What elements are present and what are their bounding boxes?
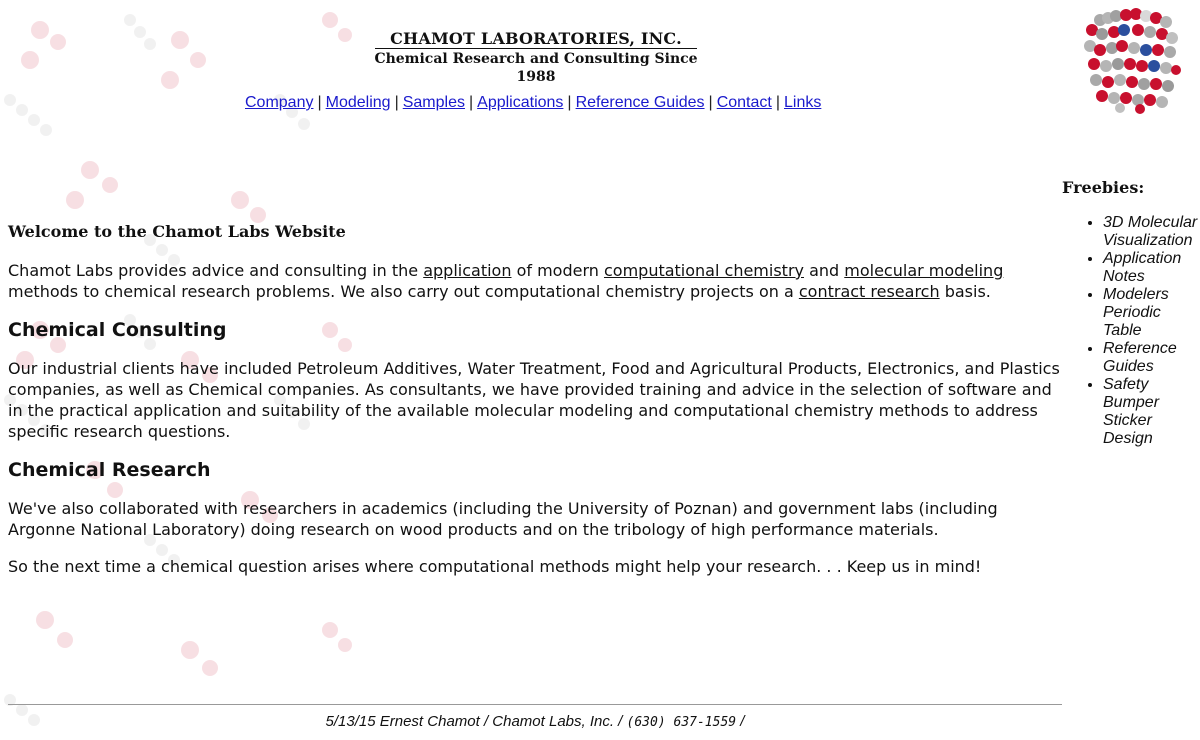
link-contract-research[interactable]: contract research xyxy=(798,282,940,301)
nav-link-modeling[interactable]: Modeling xyxy=(325,94,391,111)
nav-separator: | xyxy=(317,94,322,111)
chemical-research-heading: Chemical Research xyxy=(8,459,211,481)
freebie-label[interactable]: Modelers Periodic Table xyxy=(1103,286,1169,339)
chemical-consulting-heading: Chemical Consulting xyxy=(8,319,227,341)
nav-link-applications[interactable]: Applications xyxy=(477,94,564,111)
welcome-heading: Welcome to the Chamot Labs Website xyxy=(8,222,346,241)
freebie-label[interactable]: Safety Bumper Sticker Design xyxy=(1103,376,1160,447)
site-subtitle: Chemical Research and Consulting Since 1988 xyxy=(374,51,698,85)
freebie-item-periodic-table[interactable] xyxy=(1103,286,1200,340)
nav-separator: | xyxy=(394,94,399,111)
intro-text: basis. xyxy=(939,282,991,301)
nav-separator: | xyxy=(775,94,780,111)
main-navigation xyxy=(245,93,821,113)
freebie-label[interactable]: Reference Guides xyxy=(1103,340,1177,375)
page-footer xyxy=(8,712,1062,733)
nav-link-company[interactable]: Company xyxy=(245,94,314,111)
freebie-item-reference-guides[interactable] xyxy=(1103,340,1200,376)
nav-link-samples[interactable]: Samples xyxy=(402,94,465,111)
research-paragraph: We've also collaborated with researchers in academics (including the University of Poznan) and government labs (including Argonne National Laboratory) doing research on wood products and on the tribology of high performance materials. xyxy=(8,499,998,539)
freebie-item-application-notes[interactable] xyxy=(1103,250,1200,286)
nav-separator: | xyxy=(468,94,474,111)
nav-link-links[interactable]: Links xyxy=(784,94,822,111)
freebies-heading: Freebies: xyxy=(1062,178,1145,197)
footer-phone: (630) 637-1559 xyxy=(626,715,737,730)
intro-paragraph xyxy=(8,260,1060,302)
freebies-sidebar xyxy=(1062,178,1200,448)
freebie-item-bumper-sticker[interactable] xyxy=(1103,376,1200,448)
freebie-label[interactable]: Application Notes xyxy=(1103,250,1182,285)
intro-text: and xyxy=(803,261,845,280)
freebie-label[interactable]: 3D Molecular Visualization xyxy=(1103,214,1198,249)
nav-separator: | xyxy=(708,94,713,111)
main-content xyxy=(8,222,1060,593)
link-molecular-modeling[interactable]: molecular modeling xyxy=(844,261,1004,280)
intro-text: of modern xyxy=(511,261,604,280)
link-application[interactable]: application xyxy=(423,261,512,280)
nav-link-reference-guides[interactable]: Reference Guides xyxy=(575,94,705,111)
nav-link-contact[interactable]: Contact xyxy=(716,94,772,111)
footer-text: 5/13/15 Ernest Chamot / Chamot Labs, Inc. / xyxy=(325,713,623,730)
site-title: CHAMOT LABORATORIES, INC. xyxy=(375,30,697,49)
freebies-list xyxy=(1062,214,1200,448)
closing-paragraph: So the next time a chemical question arises where computational methods might help your research. . . Keep us in mind! xyxy=(8,557,982,576)
intro-text: methods to chemical research problems. We also carry out computational chemistry projects on a xyxy=(8,282,799,301)
link-computational-chemistry[interactable]: computational chemistry xyxy=(603,261,804,280)
molecule-logo-icon xyxy=(1080,6,1184,114)
footer-trail: / xyxy=(740,713,745,730)
freebie-item-3d-visualization[interactable] xyxy=(1103,214,1200,250)
nav-separator: | xyxy=(567,94,572,111)
footer-divider xyxy=(8,704,1062,705)
intro-text: Chamot Labs provides advice and consulting in the xyxy=(8,261,424,280)
consulting-paragraph: Our industrial clients have included Petroleum Additives, Water Treatment, Food and Agricultural Products, Electronics, and Plastics companies, as well as Chemical companies. As consultants, we have provided training and advice in the selection of software and in the practical application and suitability of the available molecular modeling and computational chemistry methods to address specific research questions. xyxy=(8,359,1060,441)
